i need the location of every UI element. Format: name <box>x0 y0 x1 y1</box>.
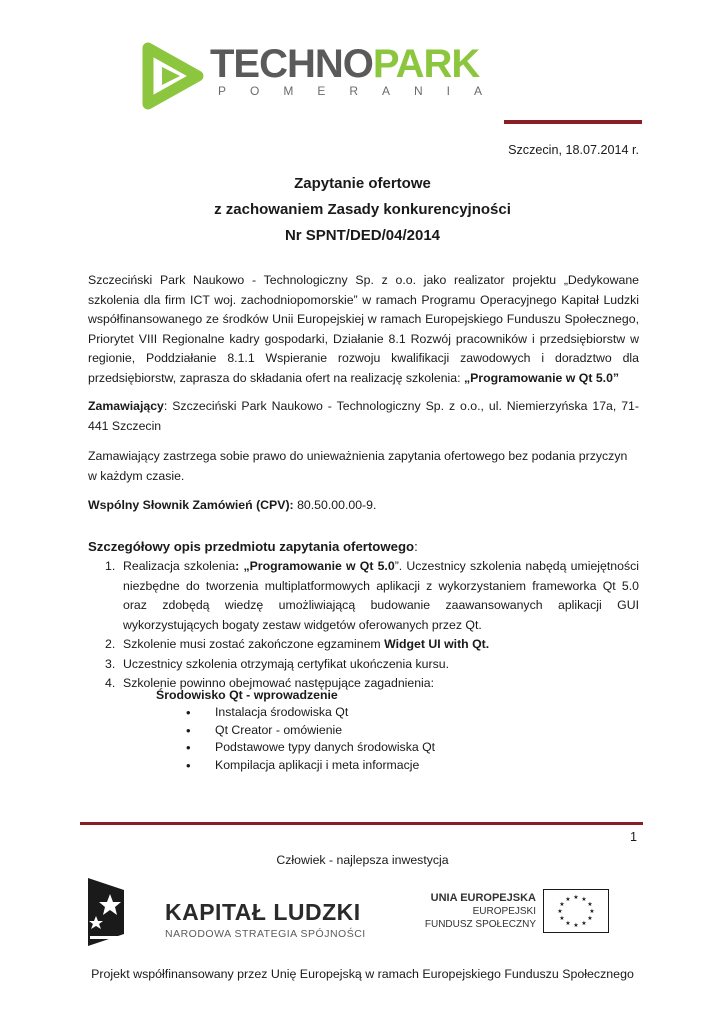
footer-tagline: Człowiek - najlepsza inwestycja <box>276 853 449 867</box>
list-item-number: 2. <box>105 637 116 651</box>
title-line-2: z zachowaniem Zasady konkurencyjności <box>214 201 511 218</box>
list-item <box>88 635 639 655</box>
list-item-number: 4. <box>105 676 116 690</box>
technopark-logo <box>136 40 507 112</box>
eu-logo <box>421 887 636 943</box>
contracting-party-text: : Szczeciński Park Naukowo - Technologiczny Sp. z o.o., ul. Niemierzyńska 17a, 71-441 Szczecin <box>88 399 639 433</box>
reservation-paragraph: Zamawiający zastrzega sobie prawo do unieważnienia zapytania ofertowego bez podania przyczyn w każdym czasie. <box>88 449 628 483</box>
section-title: Środowisko Qt - wprowadzenie <box>156 688 338 702</box>
topic-text: Podstawowe typy danych środowiska Qt <box>215 740 436 754</box>
svg-text:★: ★ <box>565 896 571 903</box>
bullet-icon: • <box>186 740 191 755</box>
technopark-play-icon <box>136 40 208 112</box>
list-item <box>88 557 639 635</box>
svg-text:★: ★ <box>581 920 587 927</box>
title-line-3: Nr SPNT/DED/04/2014 <box>284 227 441 244</box>
svg-text:★: ★ <box>581 896 587 903</box>
training-name: „Programowanie w Qt 5.0” <box>463 370 620 385</box>
details-heading-text: Szczegółowy opis przedmiotu zapytania ofertowego <box>88 539 415 554</box>
logo-techno: TECHNO <box>210 42 373 86</box>
list-item-bold: : „Programowanie w Qt 5.0 <box>235 559 395 573</box>
topic-item <box>182 722 435 740</box>
bullet-icon: • <box>186 757 191 773</box>
svg-text:★: ★ <box>587 915 593 922</box>
details-list <box>88 557 639 694</box>
cpv-paragraph <box>88 496 639 516</box>
svg-text:★: ★ <box>573 894 579 901</box>
list-item-text: Szkolenie musi zostać zakończone egzaminem <box>123 637 385 651</box>
list-item-tail: ”. Uczestnicy szkolenia nabędą umiejętności niezbędne do tworzenia multiplatformowych aplikacji z wykorzystaniem frameworka Qt 5.0 oraz zdobędą wiedzę umożliwiającą budowanie zaawansowanych aplikacji GUI wykorzystujących bogaty zestaw widgetów oferowanych przez Qt. <box>123 559 639 632</box>
topic-item <box>182 704 435 722</box>
title-line-1: Zapytanie ofertowe <box>294 175 431 192</box>
logo-subtitle: POMERANIA <box>218 84 507 98</box>
list-item-number: 1. <box>105 559 116 573</box>
details-heading-colon: : <box>414 539 418 554</box>
kapital-ludzki-subtitle: NARODOWA STRATEGIA SPÓJNOŚCI <box>165 928 366 940</box>
list-item <box>88 655 639 675</box>
list-item-text: Szkolenie powinno obejmować następujące zagadnienia: <box>123 676 435 690</box>
list-item-text: Realizacja szkolenia <box>123 559 236 573</box>
svg-text:★: ★ <box>589 908 595 915</box>
eu-line-1: UNIA EUROPEJSKA <box>430 892 536 904</box>
header-divider <box>504 120 642 124</box>
eu-line-3: FUNDUSZ SPOŁECZNY <box>424 919 536 930</box>
eu-flag-icon <box>543 889 609 933</box>
topic-item <box>182 739 435 757</box>
cpv-label: Wspólny Słownik Zamówień (CPV): <box>88 498 294 512</box>
contracting-party-paragraph <box>88 397 639 436</box>
list-item-bold: Widget UI with Qt. <box>384 637 490 651</box>
svg-text:★: ★ <box>559 915 565 922</box>
bullet-icon: • <box>186 705 191 720</box>
list-item-number: 3. <box>105 656 116 671</box>
topic-text: Instalacja środowiska Qt <box>215 705 349 719</box>
document-title <box>0 171 725 249</box>
topic-item <box>182 757 435 775</box>
svg-text:★: ★ <box>587 901 593 908</box>
details-heading <box>88 537 418 557</box>
svg-text:★: ★ <box>557 908 563 915</box>
bullet-icon: • <box>186 722 191 738</box>
list-item-text: Uczestnicy szkolenia otrzymają certyfikat ukończenia kursu. <box>123 656 449 671</box>
footer-divider <box>80 822 643 825</box>
eu-line-2: EUROPEJSKI <box>472 906 536 917</box>
topics-list <box>182 704 435 774</box>
contracting-party-label: Zamawiający <box>88 399 164 413</box>
svg-text:★: ★ <box>559 901 565 908</box>
page-number: 1 <box>629 830 637 844</box>
cpv-value: 80.50.00.00-9. <box>293 498 377 512</box>
project-cofinancing-line: Projekt współfinansowany przez Unię Europejską w ramach Europejskiego Funduszu Społecznego <box>91 967 634 981</box>
eu-text <box>421 892 536 931</box>
kapital-ludzki-title: KAPITAŁ LUDZKI <box>165 899 361 925</box>
svg-text:★: ★ <box>565 920 571 927</box>
topic-text: Kompilacja aplikacji i meta informacje <box>215 757 420 772</box>
logo-park: PARK <box>372 42 480 86</box>
logo-wordmark <box>210 42 479 86</box>
kapital-ludzki-logo-icon <box>86 876 126 948</box>
intro-paragraph <box>88 271 639 388</box>
intro-text: Szczeciński Park Naukowo - Technologiczny Sp. z o.o. jako realizator projektu „Dedykowane szkolenia dla firm ICT woj. zachodniopomorskie” w ramach Programu Operacyjnego Kapitał Ludzki współfinansowanego ze środków Unii Europejskiej w ramach Europejskiego Funduszu Społecznego, Priorytet VIII Regionalne kadry gospodarki, Działanie 8.1 Rozwój pracowników i przedsiębiorstw w regionie, Poddziałanie 8.1.1 Wspieranie rozwoju kwalifikacji zawodowych i doradztwo dla przedsiębiorstw, zaprasza do składania ofert na realizację szkolenia: <box>88 273 639 385</box>
svg-text:★: ★ <box>573 922 579 929</box>
topic-text: Qt Creator - omówienie <box>215 722 343 737</box>
document-date: Szczecin, 18.07.2014 r. <box>508 143 639 157</box>
